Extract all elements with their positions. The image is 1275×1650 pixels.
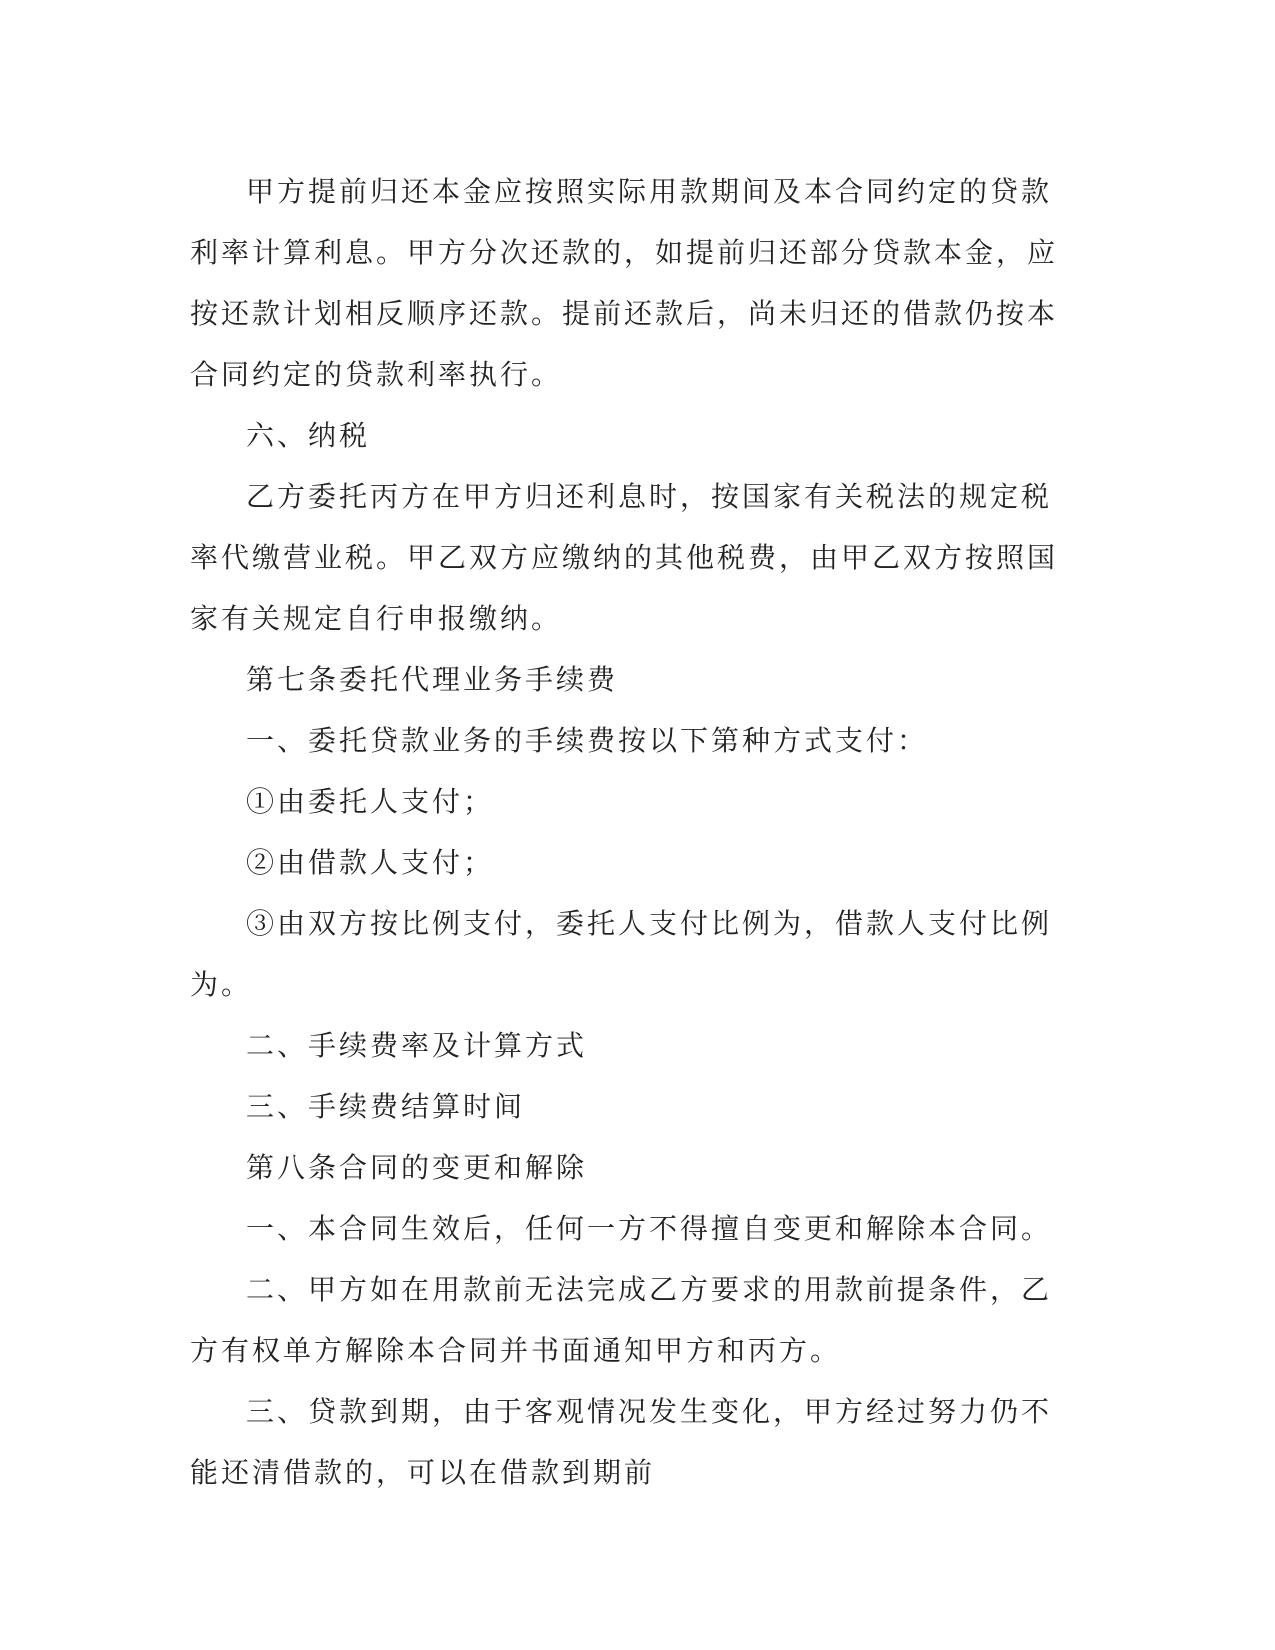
paragraph-tax: 乙方委托丙方在甲方归还利息时，按国家有关税法的规定税率代缴营业税。甲乙双方应缴纳的其他税费，由甲乙双方按照国家有关规定自行申报缴纳。 [190, 480, 1059, 635]
option-3: ③由双方按比例支付，委托人支付比例为，借款人支付比例为。 [190, 907, 1053, 1001]
paragraph-termination-right: 二、甲方如在用款前无法完成乙方要求的用款前提条件，乙方有权单方解除本合同并书面通知甲方和丙方。 [190, 1273, 1053, 1367]
paragraph-fee-rate: 二、手续费率及计算方式 [246, 1029, 588, 1062]
option-2: ②由借款人支付； [246, 846, 495, 879]
heading-article-8: 第八条合同的变更和解除 [246, 1151, 588, 1184]
option-1: ①由委托人支付； [246, 785, 495, 818]
heading-article-7: 第七条委托代理业务手续费 [246, 663, 619, 696]
paragraph-loan-due: 三、贷款到期，由于客观情况发生变化，甲方经过努力仍不能还清借款的，可以在借款到期前 [190, 1395, 1053, 1489]
paragraph-fee-method: 一、委托贷款业务的手续费按以下第种方式支付： [246, 724, 929, 757]
paragraph-fee-settlement: 三、手续费结算时间 [246, 1090, 526, 1123]
paragraph-early-repayment: 甲方提前归还本金应按照实际用款期间及本合同约定的贷款利率计算利息。甲方分次还款的，如提前归还部分贷款本金，应按还款计划相反顺序还款。提前还款后，尚未归还的借款仍按本合同约定的贷款利率执行。 [190, 175, 1059, 391]
heading-tax: 六、纳税 [246, 419, 371, 452]
document-body [190, 161, 1080, 1503]
paragraph-no-unilateral-change: 一、本合同生效后，任何一方不得擅自变更和解除本合同。 [246, 1212, 1053, 1245]
